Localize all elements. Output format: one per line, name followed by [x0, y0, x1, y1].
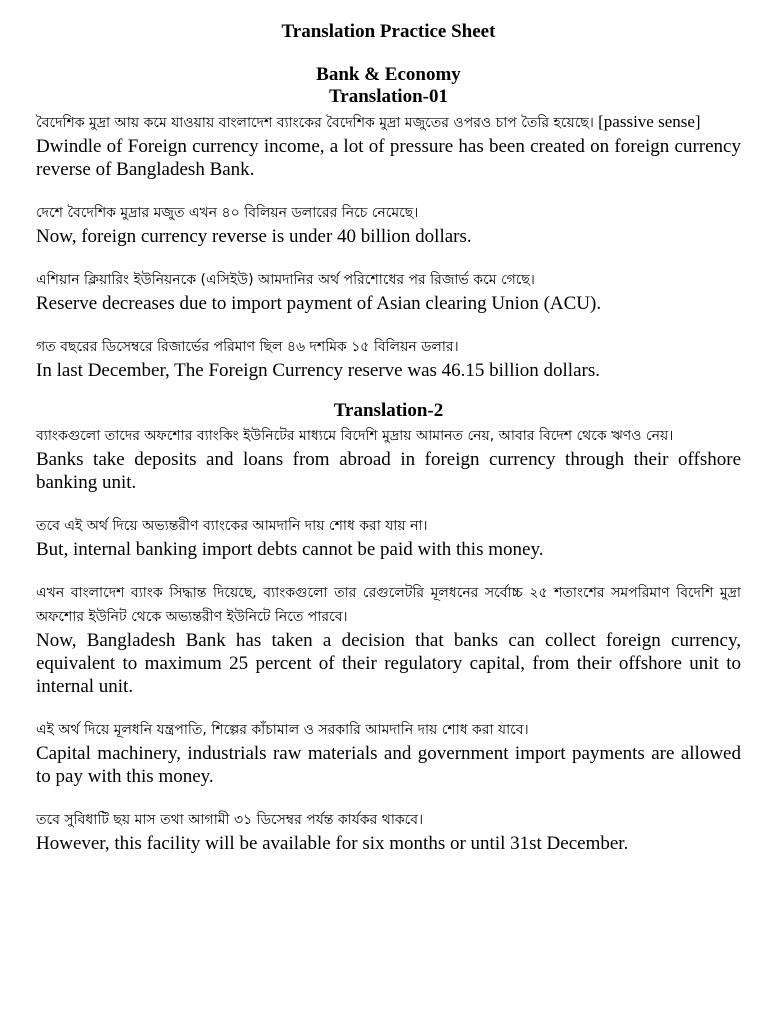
bengali-sentence: ব্যাংকগুলো তাদের অফশোর ব্যাংকিং ইউনিটের মাধ্যমে বিদেশি মুদ্রায় আমানত নেয়, আবার বিদেশ থেকে ঋণও নেয়। — [36, 428, 674, 444]
bengali-sentence: গত বছরের ডিসেম্বরে রিজার্ভের পরিমাণ ছিল ৪৬ দশমিক ১৫ বিলিয়ন ডলার। — [36, 339, 459, 355]
bengali-sentence: তবে সুবিধাটি ছয় মাস তথা আগামী ৩১ ডিসেম্বর পর্যন্ত কার্যকর থাকবে। — [36, 812, 424, 828]
translation-item — [36, 718, 741, 788]
page-subtitle: Bank & Economy — [316, 64, 461, 85]
page-title: Translation Practice Sheet — [281, 21, 496, 42]
translation-item — [36, 201, 741, 248]
passive-sense-note: [passive sense] — [593, 112, 701, 131]
translation-item — [36, 424, 741, 494]
english-translation: In last December, The Foreign Currency reserve was 46.15 billion dollars. — [36, 360, 600, 381]
translation-item — [36, 335, 741, 382]
section-heading-translation-2: Translation-2 — [333, 400, 444, 421]
english-translation: Reserve decreases due to import payment of Asian clearing Union (ACU). — [36, 293, 602, 314]
bengali-sentence: এশিয়ান ক্লিয়ারিং ইউনিয়নকে (এসিইউ) আমদানির অর্থ পরিশোধের পর রিজার্ভ কমে গেছে। — [36, 272, 535, 288]
bengali-sentence — [36, 110, 741, 135]
translation-item — [36, 514, 741, 561]
translation-item — [36, 110, 741, 181]
english-translation: Dwindle of Foreign currency income, a lot of pressure has been created on foreign currency reverse of Bangladesh Bank. — [36, 136, 741, 180]
translation-item — [36, 808, 741, 855]
english-translation: Banks take deposits and loans from abroad in foreign currency through their offshore banking unit. — [36, 449, 741, 493]
bengali-sentence: এই অর্থ দিয়ে মূলধনি যন্ত্রপাতি, শিল্পের কাঁচামাল ও সরকারি আমদানি দায় শোধ করা যাবে। — [36, 722, 529, 738]
english-translation: But, internal banking import debts cannot be paid with this money. — [36, 539, 544, 560]
section-heading-translation-01: Translation-01 — [329, 86, 448, 107]
bengali-sentence: দেশে বৈদেশিক মুদ্রার মজুত এখন ৪০ বিলিয়ন ডলারের নিচে নেমেছে। — [36, 205, 419, 221]
bengali-sentence: এখন বাংলাদেশ ব্যাংক সিদ্ধান্ত দিয়েছে, ব্যাংকগুলো তার রেগুলেটরি মূলধনের সর্বোচ্চ ২৫ শতাংশের সমপরিমাণ বিদেশি মুদ্রা অফশোর ইউনিট থেকে অভ্যন্তরীণ ইউনিটে নিতে পারবে। — [36, 585, 741, 625]
translation-item — [36, 581, 741, 698]
translation-item — [36, 268, 741, 315]
english-translation: Capital machinery, industrials raw materials and government import payments are allowed to pay with this money. — [36, 743, 741, 787]
bengali-text: বৈদেশিক মুদ্রা আয় কমে যাওয়ায় বাংলাদেশ ব্যাংকের বৈদেশিক মুদ্রা মজুতের ওপরও চাপ তৈরি হয়েছে। — [36, 115, 594, 131]
document-page — [36, 16, 741, 855]
english-translation: However, this facility will be available for six months or until 31st December. — [36, 833, 629, 854]
english-translation: Now, foreign currency reverse is under 40 billion dollars. — [36, 226, 472, 247]
english-translation: Now, Bangladesh Bank has taken a decision that banks can collect foreign currency, equivalent to maximum 25 percent of their regulatory capital, from their offshore unit to internal unit. — [36, 630, 741, 697]
bengali-sentence: তবে এই অর্থ দিয়ে অভ্যন্তরীণ ব্যাংকের আমদানি দায় শোধ করা যায় না। — [36, 518, 428, 534]
